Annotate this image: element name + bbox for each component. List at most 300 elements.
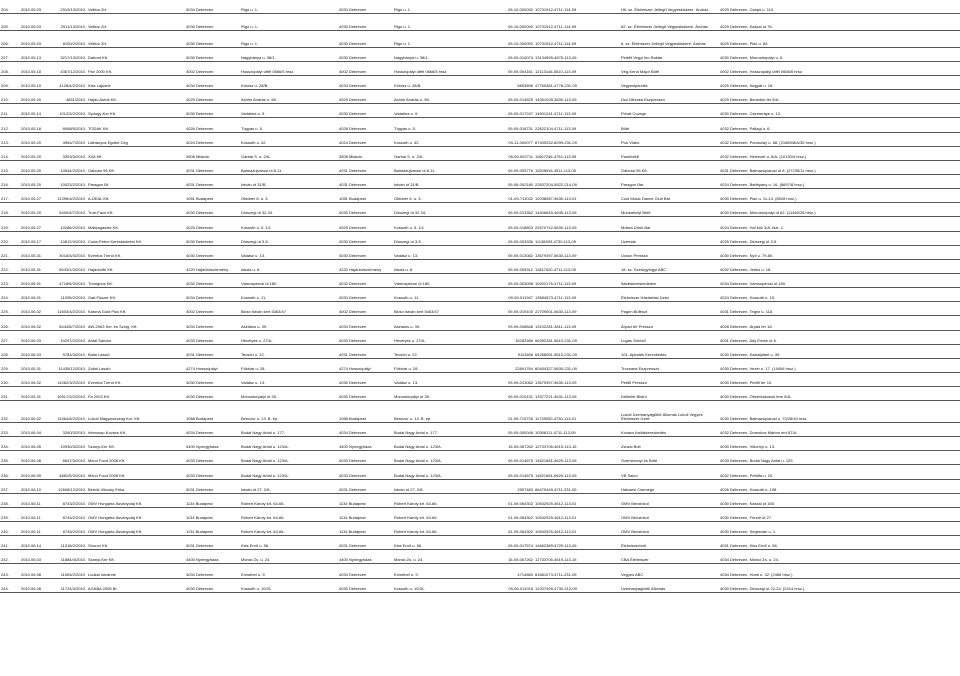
cell-registry-number: 9113466: [488, 344, 534, 358]
cell-registry-number: 01-09-719726: [488, 401, 534, 423]
cell-seat-zip-city: 4032 Debrecen: [338, 273, 393, 287]
cell-registry-number: 15-09-067262: [488, 437, 534, 451]
cell-tax-number: 14621681-5629-113-09: [534, 451, 620, 465]
cell-tax-number: 13584573-4711-113-09: [534, 288, 620, 302]
cell-date: 2010.06.01: [20, 288, 47, 302]
cell-shop-name: Üzemanyagtöltő Állomás: [620, 578, 719, 592]
cell-seat-street: Róbert Károly krt. 64-66.: [393, 507, 488, 521]
cell-registry-number: 01-09-064302: [488, 493, 534, 507]
cell-operator-zip-city: 1051 Budapest: [185, 189, 240, 203]
cell-operator-name: Pax 2000 Kft.: [87, 61, 185, 75]
cell-operator-name: True-Face Kft.: [87, 203, 185, 217]
cell-tax-number: 13679397-5630-113-09: [534, 245, 620, 259]
cell-operator-zip-city: 4029 Debrecen: [185, 90, 240, 104]
cell-operator-name: OMV Hungária Ásványolaj Kft.: [87, 507, 185, 521]
cell-registry-number: 09-09-014675: [488, 465, 534, 479]
cell-seat-zip-city: 3508 Miskolc: [338, 146, 393, 160]
cell-row-number: 206.: [0, 30, 20, 47]
cell-registry-number: 01-09-064302: [488, 522, 534, 536]
cell-date: 2010.06.03: [20, 330, 47, 344]
cell-operator-name: XVA Kft.: [87, 146, 185, 160]
cell-case-number: 8100/2/2010.: [47, 30, 87, 47]
cell-operator-name: Loukai Istvánné: [87, 564, 185, 578]
cell-case-number: 8068/5/2010.: [47, 118, 87, 132]
cell-operator-name: Mervi Food 2008 Kft.: [87, 451, 185, 465]
cell-case-number: 11063/2/2010.: [47, 564, 87, 578]
cell-operator-name: Bertók Vikcsky Erika: [87, 479, 185, 493]
cell-date: 2010.06.05: [20, 437, 47, 451]
cell-seat-zip-city: 4002 Debrecen: [338, 302, 393, 316]
cell-row-number: 216.: [0, 175, 20, 189]
cell-row-number: 240.: [0, 522, 20, 536]
table-row: [0, 132, 960, 146]
cell-case-number: 3018/3/3/2010.: [47, 245, 87, 259]
cell-shop-name: 62. sz. Élelmiszer Jellegű Vegyeskiskere. Áruház: [620, 14, 719, 31]
cell-operator-name: TODAK Kft.: [87, 118, 185, 132]
cell-row-number: 239.: [0, 507, 20, 521]
cell-registry-number: 05-09-002711: [488, 146, 534, 160]
cell-case-number: 4718/6/3/2010.: [47, 273, 87, 287]
cell-row-number: 219.: [0, 217, 20, 231]
cell-date: 2010.06.11: [20, 493, 47, 507]
cell-operator-name: Velikor Zrt.: [87, 14, 185, 31]
cell-operator-name: Makkagaszte Kft.: [87, 217, 185, 231]
cell-tax-number: 13102281-3811-113-09: [534, 316, 620, 330]
cell-shop-name: Privát Cuvege: [620, 104, 719, 118]
cell-seat-zip-city: 4034 Debrecen: [338, 76, 393, 90]
cell-row-number: 218.: [0, 203, 20, 217]
table-row: [0, 564, 960, 578]
cell-registry-number: 09-09-005312: [488, 259, 534, 273]
cell-shop-address: 4030 Debrecen, Vidornyi u. 13.: [719, 437, 960, 451]
cell-seat-street: Földvár u. 28.: [393, 358, 488, 372]
cell-operator-name: Gáborsi 95 Kft.: [87, 160, 185, 174]
cell-shop-name: Italdiskereskedelem: [620, 273, 719, 287]
table-row: [0, 76, 960, 90]
cell-row-number: 213.: [0, 132, 20, 146]
cell-operator-name: Antal Sándor: [87, 330, 185, 344]
cell-registry-number: 09-09-003336: [488, 231, 534, 245]
cell-case-number: 8743/2/2010.: [47, 493, 87, 507]
table-row: [0, 104, 960, 118]
cell-seat-street: Kördsz u. 28/B.: [393, 76, 488, 90]
cell-case-number: 12608/12/2010.: [47, 479, 87, 493]
cell-registry-number: 09-09-008848: [488, 316, 534, 330]
table-row: [0, 217, 960, 231]
cell-operator-zip-city: 4030 Debrecen: [185, 245, 240, 259]
cell-shop-address: 4024 Debrecen, Kossuth u. 15.: [719, 288, 960, 302]
cell-row-number: 204.: [0, 0, 20, 14]
cell-date: 2010.05.03: [20, 0, 47, 14]
cell-operator-street: Kördsz u. 28/B.: [240, 76, 338, 90]
cell-operator-zip-city: 4034 Debrecen: [185, 0, 240, 14]
cell-operator-name: AGABA 2008 Bt.: [87, 578, 185, 592]
cell-date: 2010.06.10: [20, 479, 47, 493]
cell-operator-street: Róbert Károly krt. 64-66.: [240, 522, 338, 536]
cell-operator-street: Budai Nagy Antal u. 123/A.: [240, 437, 338, 451]
cell-date: 2010.05.18: [20, 61, 47, 75]
cell-shop-address: 4025 Debrecen, Diószegi út 3-5.: [719, 231, 960, 245]
cell-shop-name: Üzo Mécska Eszpresszó: [620, 90, 719, 104]
cell-seat-zip-city: 4030 Debrecen: [338, 231, 393, 245]
cell-row-number: 231.: [0, 387, 20, 401]
cell-operator-street: Róbert Károly krt. 64-66.: [240, 507, 338, 521]
cell-operator-name: Lukoil Magyarország Kor. Kft.: [87, 401, 185, 423]
cell-shop-address: 4030 Debrecen, Kastályfairt u. 39.: [719, 344, 960, 358]
table-row: [0, 451, 960, 465]
cell-row-number: 209.: [0, 76, 20, 90]
cell-shop-address: 4030 Debrecen, Kassai út 155.: [719, 493, 960, 507]
cell-shop-address: 4025 Debrecen, Piac u. 83.: [719, 30, 960, 47]
table-row: [0, 14, 960, 31]
cell-seat-zip-city: 1051 Budapest: [338, 189, 393, 203]
cell-operator-street: Rigó u. 1.: [240, 30, 338, 47]
cell-case-number: 10812/4/2010.: [47, 231, 87, 245]
cell-row-number: 243.: [0, 564, 20, 578]
cell-operator-name: Coda-Petrol Kereskedelmi Kft.: [87, 231, 185, 245]
cell-shop-address: 4032 Debrecen, Domokos Márton tert 87/A.: [719, 423, 960, 437]
cell-row-number: 241.: [0, 536, 20, 550]
table-row: [0, 61, 960, 75]
cell-case-number: 10297/2/2010.: [47, 330, 87, 344]
cell-date: 2010.06.11: [20, 522, 47, 536]
cell-row-number: 221.: [0, 245, 20, 259]
cell-registry-number: 09-09-013082: [488, 245, 534, 259]
cell-registry-number: 09-09-003098: [488, 273, 534, 287]
cell-seat-street: Tógyás u. 5.: [393, 118, 488, 132]
cell-seat-street: Budai Nagy Antal u. 123/A.: [393, 437, 488, 451]
cell-case-number: 5400/4/7/2010.: [47, 203, 87, 217]
cell-seat-street: Nagybánya u. 38/1.: [393, 47, 488, 61]
cell-operator-street: Diószegi út 32-34.: [240, 203, 338, 217]
cell-registry-number: 09-09-011947: [488, 288, 534, 302]
cell-case-number: 4831/2010.: [47, 90, 87, 104]
cell-seat-street: Budai Nagy Antal u. 177.: [393, 423, 488, 437]
cell-registry-number: 6693696: [488, 76, 534, 90]
cell-operator-zip-city: 4026 Debrecen: [185, 118, 240, 132]
cell-tax-number: 66479449-4711-231-09: [534, 479, 620, 493]
cell-seat-street: Budai Nagy Antal u. 123/A.: [393, 465, 488, 479]
cell-tax-number: 64268051-5610-231-09: [534, 344, 620, 358]
table-row: [0, 160, 960, 174]
cell-operator-name: A-DEAL Kft.: [87, 189, 185, 203]
cell-operator-zip-city: 1134 Budapest: [185, 522, 240, 536]
cell-shop-address: 4034 Debrecen, Honti u. 32. (2466 hrsz.): [719, 564, 960, 578]
table-row: [0, 175, 960, 189]
cell-date: 2010.05.20: [20, 203, 47, 217]
table-row: [0, 358, 960, 372]
cell-shop-name: OMV Benzinkút: [620, 507, 719, 521]
cell-registry-number: 22691764: [488, 358, 534, 372]
cell-shop-name: Vegyesiparcikk: [620, 76, 719, 90]
cell-registry-number: 09-09-013352: [488, 203, 534, 217]
cell-operator-street: István út 31/B.: [240, 175, 338, 189]
cell-seat-zip-city: 4031 Debrecen: [338, 536, 393, 550]
cell-case-number: 3303/3/2010.: [47, 146, 87, 160]
cell-tax-number: 13377221-4631-113-09: [534, 387, 620, 401]
cell-registry-number: 09-09-010131: [488, 387, 534, 401]
cell-seat-zip-city: 4033 Debrecen: [338, 330, 393, 344]
cell-operator-street: Tógyás u. 5.: [240, 118, 338, 132]
cell-shop-name: Pelefit Vegyi bio Raktár: [620, 47, 719, 61]
cell-operator-zip-city: 4030 Debrecen: [185, 578, 240, 592]
cell-shop-name: Üzemiát: [620, 231, 719, 245]
cell-row-number: 244.: [0, 578, 20, 592]
cell-tax-number: 14051028-3830-113-09: [534, 90, 620, 104]
cell-tax-number: 14601241-4711-113-09: [534, 104, 620, 118]
cell-operator-street: Tecsöri u. 22.: [240, 344, 338, 358]
cell-date: 2010.05.03: [20, 30, 47, 47]
cell-tax-number: 10731912-4711-114-09: [534, 30, 620, 47]
cell-tax-number: 11735930-4730-113-01: [534, 401, 620, 423]
cell-case-number: 4367/12/2010.: [47, 61, 87, 75]
cell-case-number: 11603/4/2/2010.: [47, 302, 87, 316]
cell-shop-name: Halcsesi Csemege: [620, 479, 719, 493]
cell-case-number: 11396/4/2/2010.: [47, 189, 87, 203]
cell-seat-zip-city: 1134 Budapest: [338, 493, 393, 507]
cell-operator-street: Budai Nagy Antal u. 177.: [240, 423, 338, 437]
cell-seat-zip-city: 4029 Debrecen: [338, 90, 393, 104]
table-row: [0, 507, 960, 521]
cell-operator-name: Szanyi-Ker Kft.: [87, 437, 185, 451]
cell-registry-number: 09-09-005776: [488, 160, 534, 174]
cell-operator-name: Balla László: [87, 344, 185, 358]
cell-operator-zip-city: 4030 Debrecen: [185, 104, 240, 118]
table-row: [0, 401, 960, 423]
cell-shop-address: 4034 Debrecen, Mónici Zs. u. 24.: [719, 550, 960, 564]
cell-tax-number: 10731912-4711-114-09: [534, 0, 620, 14]
cell-operator-street: Diószegi út 3-5.: [240, 231, 338, 245]
table-row: [0, 189, 960, 203]
cell-registry-number: 09-09-018731: [488, 118, 534, 132]
cell-operator-street: Kossuth u. 10/31.: [240, 578, 338, 592]
cell-case-number: 10930/3/2010.: [47, 437, 87, 451]
cell-operator-name: Hajdú Autók Kft.: [87, 90, 185, 104]
cell-seat-zip-city: 4030 Debrecen: [338, 372, 393, 386]
cell-shop-address: 4029 Debrecen, Csapó u. 110.: [719, 0, 960, 14]
cell-shop-address: 4032 Debrecen, Pallagi u. 6.: [719, 118, 960, 132]
cell-operator-zip-city: 4025 Debrecen: [185, 217, 240, 231]
table-row: [0, 90, 960, 104]
cell-operator-zip-city: 3508 Miskolc: [185, 146, 240, 160]
cell-shop-address: 4030 Debrecen, Segesvári u. 1.: [719, 522, 960, 536]
table-row: [0, 146, 960, 160]
cell-seat-street: Iskola u. 8.: [393, 259, 488, 273]
cell-seat-street: Garbai S. u. 2/A.: [393, 146, 488, 160]
cell-date: 2010.06.04: [20, 423, 47, 437]
cell-operator-name: Dabont Kft.: [87, 47, 185, 61]
cell-operator-zip-city: 4031 Debrecen: [185, 479, 240, 493]
cell-shop-name: 18. sz. Szerügyhígyi ABC: [620, 259, 719, 273]
cell-operator-street: Balmazújvárosi út 8-11.: [240, 160, 338, 174]
table-row: [0, 118, 960, 132]
cell-shop-name: Büfé: [620, 118, 719, 132]
table-row: [0, 316, 960, 330]
cell-registry-number: 09-10-000092: [488, 14, 534, 31]
cell-operator-street: Vadász u. 13.: [240, 245, 338, 259]
cell-seat-zip-city: 4274 Hosszúpályi: [338, 358, 393, 372]
cell-shop-name: Petőfi Presszó: [620, 372, 719, 386]
cell-operator-name: Gati Füszer Kft.: [87, 288, 185, 302]
cell-shop-address: 4033 Debrecen, Budai Nagy Antal u. 129.: [719, 451, 960, 465]
cell-date: 2010.05.27: [20, 189, 47, 203]
cell-operator-name: Trónignos Kft.: [87, 273, 185, 287]
table-row: [0, 0, 960, 14]
cell-case-number: 3217/13/2010.: [47, 47, 87, 61]
cell-operator-name: OMV Hungária Ásványolaj Kft.: [87, 522, 185, 536]
cell-date: 2010.06.02: [20, 401, 47, 423]
cell-date: 2010.06.08: [20, 451, 47, 465]
cell-tax-number: 67400032-8299-231-09: [534, 132, 620, 146]
cell-shop-name: Délkelet Bistró: [620, 387, 719, 401]
cell-seat-zip-city: 4030 Debrecen: [338, 203, 393, 217]
cell-seat-zip-city: 4034 Debrecen: [338, 316, 393, 330]
cell-shop-address: 4002 Debrecen, Hosszúpályi útfél 0666/5 hrsz.: [719, 61, 960, 75]
cell-shop-address: 4032 Debrecen, Hétvezér u. 8/A. (10130/4 hrsz.): [719, 146, 960, 160]
cell-row-number: 233.: [0, 423, 20, 437]
cell-seat-street: Diószegi út 32-34.: [393, 203, 488, 217]
cell-row-number: 226.: [0, 316, 20, 330]
cell-shop-name: 6. sz. Élelmiszer Jellegű Vegyeskiskere. Áruház: [620, 30, 719, 47]
table-row: [0, 273, 960, 287]
table-row: [0, 330, 960, 344]
cell-case-number: 9784/3/2010.: [47, 344, 87, 358]
cell-date: 2010.06.09: [20, 465, 47, 479]
cell-case-number: 1012/3/2/2010.: [47, 104, 87, 118]
cell-shop-address: 4029 Debrecen, Benedek tér 5/A.: [719, 90, 960, 104]
cell-operator-zip-city: 4031 Debrecen: [185, 160, 240, 174]
cell-operator-zip-city: 4032 Debrecen: [185, 273, 240, 287]
cell-seat-zip-city: 4030 Debrecen: [338, 245, 393, 259]
cell-operator-zip-city: 4030 Debrecen: [185, 30, 240, 47]
cell-operator-street: István út 27. 2/8.: [240, 479, 338, 493]
cell-shop-name: Úcson Presszó: [620, 245, 719, 259]
cell-row-number: 234.: [0, 437, 20, 451]
cell-date: 2010.05.14: [20, 104, 47, 118]
cell-registry-number: 09-09-010074: [488, 47, 534, 61]
cell-shop-name: OMV Benzinkút: [620, 522, 719, 536]
cell-operator-name: Sydogy-Ker Kft.: [87, 104, 185, 118]
cell-operator-zip-city: 4030 Debrecen: [185, 387, 240, 401]
cell-registry-number: 15-09-067262: [488, 550, 534, 564]
cell-case-number: 2910/13/2010.: [47, 0, 87, 14]
cell-tax-number: 14406649-4645-113-09: [534, 203, 620, 217]
cell-tax-number: 10308111-4711-113-09: [534, 423, 620, 437]
cell-shop-address: 4031 Debrecen, Tegez u. 118.: [719, 302, 960, 316]
cell-operator-name: Katona Gold Plus Kft.: [87, 302, 185, 316]
cell-operator-street: Budai Nagy Antal u. 123/A.: [240, 451, 338, 465]
cell-registry-number: 09-09-017574: [488, 536, 534, 550]
cell-seat-zip-city: 1068 Budapest: [338, 401, 393, 423]
cell-seat-street: István út 31/B.: [393, 175, 488, 189]
cell-shop-address: 4030 Debrecen, Petőfi tér 10.: [719, 372, 960, 386]
cell-date: 2010.05.20: [20, 160, 47, 174]
cell-operator-zip-city: 4033 Debrecen: [185, 451, 240, 465]
cell-seat-street: Rigó u. 1.: [393, 30, 488, 47]
cell-shop-name: Gáborsi 95 Kft.: [620, 160, 719, 174]
cell-date: 2010.05.31: [20, 259, 47, 273]
cell-operator-street: Asztalos u. 39.: [240, 316, 338, 330]
cell-date: 2010.06.03: [20, 344, 47, 358]
cell-case-number: 4964/7/2010.: [47, 132, 87, 146]
cell-row-number: 232.: [0, 401, 20, 423]
cell-operator-zip-city: 4033 Debrecen: [185, 465, 240, 479]
cell-tax-number: 47760381-4778-231-09: [534, 76, 620, 90]
cell-operator-zip-city: 4034 Debrecen: [185, 423, 240, 437]
cell-row-number: 212.: [0, 118, 20, 132]
cell-seat-zip-city: 4030 Debrecen: [338, 387, 393, 401]
cell-case-number: 11724/4/2010.: [47, 578, 87, 592]
cell-operator-street: Kiss Ernő u. 56.: [240, 536, 338, 550]
cell-case-number: 11095/2/2010.: [47, 288, 87, 302]
table-row: [0, 423, 960, 437]
cell-registry-number: 09-09-018803: [488, 217, 534, 231]
cell-tax-number: 11008916-4511-113-09: [534, 160, 620, 174]
cell-shop-address: 4025 Debrecen, Nagyát u. 16.: [719, 76, 960, 90]
cell-row-number: 230.: [0, 372, 20, 386]
cell-shop-address: 4030 Debrecen, Csemeraye u. 13.: [719, 104, 960, 118]
cell-operator-zip-city: 4400 Nyíregyháza: [185, 437, 240, 451]
cell-seat-zip-city: 4034 Debrecen: [338, 288, 393, 302]
cell-seat-street: Monostorpályi út 26.: [393, 387, 488, 401]
cell-operator-name: Mervi Food 2008 Kft.: [87, 465, 185, 479]
cell-operator-name: Kiss Lajosné: [87, 76, 185, 90]
cell-shop-name: Kovács Italdiskereskedés: [620, 423, 719, 437]
cell-operator-zip-city: 4002 Debrecen: [185, 302, 240, 316]
cell-seat-street: Vadalma u. 9.: [393, 104, 488, 118]
cell-operator-name: Fa 2003 Kft.: [87, 387, 185, 401]
cell-shop-address: 4028 Debrecen, Árpád tér 18.: [719, 316, 960, 330]
cell-tax-number: 61681073-4711-231-09: [534, 564, 620, 578]
cell-shop-address: 4024 Debrecen, Hal köz 3/A. fszt. 1.: [719, 217, 960, 231]
cell-row-number: 217.: [0, 189, 20, 203]
cell-operator-street: Kossuth u. 5. 1/1: [240, 217, 338, 231]
cell-shop-name: OMV Benzinkút: [620, 493, 719, 507]
cell-shop-name: Cool Music Dance Club Bár: [620, 189, 719, 203]
cell-operator-name: Velikor Zrt.: [87, 0, 185, 14]
cell-operator-name: Eventus Trend Kft.: [87, 245, 185, 259]
cell-operator-name: Eventus Trend Kft.: [87, 372, 185, 386]
cell-row-number: 236.: [0, 465, 20, 479]
cell-operator-name: Szanyi-Ker Kft.: [87, 550, 185, 564]
cell-seat-zip-city: 4030 Debrecen: [338, 104, 393, 118]
cell-operator-street: Achim András u. 98.: [240, 90, 338, 104]
cell-tax-number: 22837204-5522-214-09: [534, 175, 620, 189]
cell-operator-name: AW-2063 Ker. és Szolg. Kft.: [87, 316, 185, 330]
cell-registry-number: 01-09-064302: [488, 507, 534, 521]
cell-row-number: 210.: [0, 90, 20, 104]
cell-date: 2010.06.08: [20, 564, 47, 578]
cell-seat-zip-city: 4030 Debrecen: [338, 14, 393, 31]
cell-row-number: 229.: [0, 358, 20, 372]
cell-date: 2010.06.02: [20, 316, 47, 330]
cell-seat-zip-city: 4031 Debrecen: [338, 344, 393, 358]
cell-date: 2010.05.03: [20, 14, 47, 31]
table-row: [0, 344, 960, 358]
cell-date: 2010.05.31: [20, 387, 47, 401]
cell-tax-number: 66392281-5610-231-09: [534, 330, 620, 344]
cell-tax-number: 10542925-4612-113-01: [534, 493, 620, 507]
cell-shop-name: Élelmiszerbolt: [620, 536, 719, 550]
table-row: [0, 203, 960, 217]
cell-shop-address: 4030 Debrecen, Balmazújvárosi u. 70/28/40 hrsz.: [719, 401, 960, 423]
cell-operator-street: Földvár u. 28.: [240, 358, 338, 372]
table-row: [0, 372, 960, 386]
cell-seat-zip-city: 1134 Budapest: [338, 507, 393, 521]
cell-seat-street: Diószegi út 3-5.: [393, 231, 488, 245]
cell-seat-street: Mónici Zs. u. 24.: [393, 550, 488, 564]
cell-shop-address: 4030 Debrecen, Monostorpályi út 62. (11480/28 hrsz.): [719, 203, 960, 217]
